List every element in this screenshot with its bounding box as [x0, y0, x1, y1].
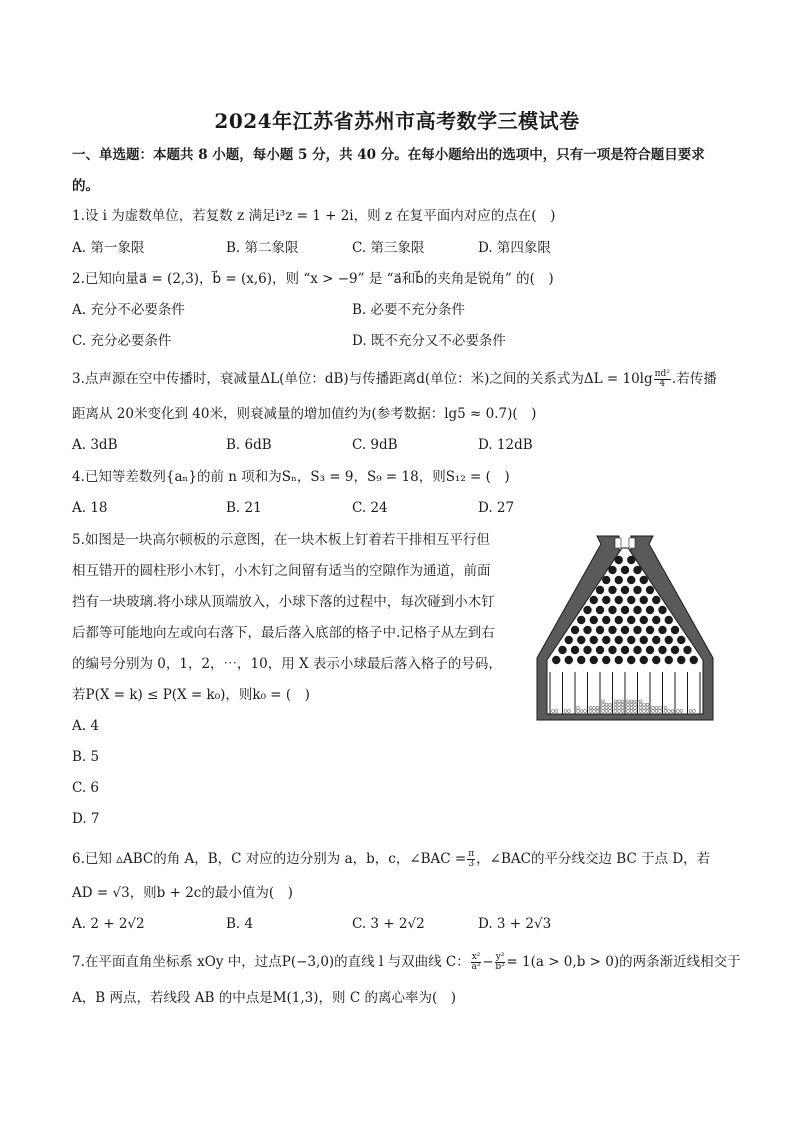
- ball: [693, 710, 696, 713]
- peg: [602, 656, 610, 664]
- peg: [646, 646, 654, 654]
- peg: [640, 656, 648, 664]
- q7-stem-tail: = 1(a > 0,b > 0)的两条渐近线相交于: [506, 954, 741, 970]
- ball: [609, 710, 612, 713]
- peg: [558, 646, 566, 654]
- peg: [602, 616, 610, 624]
- ball: [652, 710, 655, 713]
- q3-option-b: B. 6dB: [226, 437, 272, 453]
- peg: [615, 596, 623, 604]
- peg: [590, 636, 598, 644]
- peg: [640, 596, 648, 604]
- peg: [615, 656, 623, 664]
- q2-option-b: B. 必要不充分条件: [352, 302, 466, 318]
- ball: [614, 700, 617, 703]
- q5-option-b: B. 5: [72, 749, 100, 765]
- q7-fraction-x: [471, 953, 482, 972]
- ball: [577, 706, 580, 709]
- peg: [615, 616, 623, 624]
- peg: [608, 626, 616, 634]
- ball: [643, 703, 646, 706]
- peg: [658, 646, 666, 654]
- ball: [614, 706, 617, 709]
- peg: [590, 616, 598, 624]
- peg: [577, 636, 585, 644]
- q1-option-a: A. 第一象限: [72, 240, 145, 256]
- q1-stem: 1.设 i 为虚数单位，若复数 z 满足i³z = 1 + 2i，则 z 在复平面内对应的点在( ): [72, 208, 556, 224]
- peg: [690, 656, 698, 664]
- galton-board-figure: [527, 530, 723, 722]
- ball: [589, 706, 592, 709]
- peg: [671, 646, 679, 654]
- peg: [602, 636, 610, 644]
- peg: [608, 606, 616, 614]
- peg: [583, 626, 591, 634]
- q5-option-d: D. 7: [72, 811, 100, 827]
- peg: [627, 636, 635, 644]
- q3-option-a: A. 3dB: [72, 437, 118, 453]
- peg: [596, 626, 604, 634]
- q2-option-c: C. 充分必要条件: [72, 333, 172, 349]
- ball: [655, 706, 658, 709]
- ball: [605, 706, 608, 709]
- peg: [652, 616, 660, 624]
- peg: [652, 636, 660, 644]
- ball: [555, 710, 558, 713]
- peg: [621, 646, 629, 654]
- peg: [677, 636, 685, 644]
- peg: [577, 656, 585, 664]
- ball: [609, 703, 612, 706]
- q7-fraction-y: [495, 953, 506, 972]
- peg: [621, 606, 629, 614]
- q3-frac-denominator: 4: [659, 379, 666, 389]
- section-heading-cont: 的。: [72, 178, 99, 194]
- ball: [593, 706, 596, 709]
- peg: [583, 646, 591, 654]
- ball: [577, 710, 580, 713]
- ball: [602, 710, 605, 713]
- peg: [640, 636, 648, 644]
- peg: [627, 616, 635, 624]
- ball: [634, 703, 637, 706]
- q7-frac-y-numerator: y²: [495, 952, 505, 962]
- q5-stem-line5: 的编号分别为 0，1，2，⋯，10，用 X 表示小球最后落入格子的号码，: [72, 656, 502, 672]
- ball: [618, 703, 621, 706]
- peg: [608, 566, 616, 574]
- ball: [689, 710, 692, 713]
- peg: [633, 566, 641, 574]
- ball: [677, 710, 680, 713]
- q2-option-a: A. 充分不必要条件: [72, 302, 185, 318]
- ball: [639, 703, 642, 706]
- ball: [618, 700, 621, 703]
- q6-stem-text: 6.已知 ▵ABC的角 A，B，C 对应的边分别为 a，b，c，∠BAC =: [72, 851, 467, 867]
- q4-option-c: C. 24: [352, 500, 388, 516]
- peg: [608, 646, 616, 654]
- ball: [596, 706, 599, 709]
- q3-fraction: [654, 370, 671, 389]
- peg: [652, 596, 660, 604]
- peg: [596, 606, 604, 614]
- peg: [665, 636, 673, 644]
- q3-option-d: D. 12dB: [478, 437, 533, 453]
- peg: [552, 656, 560, 664]
- peg: [671, 626, 679, 634]
- q6-fraction: [467, 850, 475, 869]
- ball: [659, 706, 662, 709]
- q3-stem-tail: .若传播: [671, 371, 717, 387]
- ball: [602, 703, 605, 706]
- peg: [621, 566, 629, 574]
- ball: [621, 703, 624, 706]
- peg: [646, 626, 654, 634]
- peg: [658, 606, 666, 614]
- ball: [664, 706, 667, 709]
- q7-frac-x-denominator: a²: [471, 962, 481, 972]
- q5-stem-line6: 若P(X = k) ≤ P(X = k₀)，则k₀ = ( ): [72, 687, 310, 703]
- ball: [618, 706, 621, 709]
- peg: [602, 596, 610, 604]
- ball: [596, 710, 599, 713]
- ball: [618, 710, 621, 713]
- q4-option-a: A. 18: [72, 500, 108, 516]
- peg: [633, 626, 641, 634]
- ball: [627, 706, 630, 709]
- q1-option-b: B. 第二象限: [226, 240, 299, 256]
- ball: [614, 703, 617, 706]
- peg: [652, 656, 660, 664]
- ball: [634, 706, 637, 709]
- ball: [580, 710, 583, 713]
- peg: [658, 626, 666, 634]
- q6-stem-line2: AD = √3，则b + 2c的最小值为( ): [72, 885, 293, 901]
- peg: [633, 586, 641, 594]
- q4-option-d: D. 27: [478, 500, 515, 516]
- peg: [596, 646, 604, 654]
- page-title: 2024年江苏省苏州市高考数学三模试卷: [214, 109, 580, 133]
- ball: [621, 700, 624, 703]
- peg: [596, 586, 604, 594]
- peg: [621, 586, 629, 594]
- ball: [643, 710, 646, 713]
- q2-option-d: D. 既不充分又不必要条件: [352, 333, 506, 349]
- ball: [634, 700, 637, 703]
- ball: [643, 706, 646, 709]
- q3-option-c: C. 9dB: [352, 437, 398, 453]
- ball: [568, 710, 571, 713]
- ball: [602, 706, 605, 709]
- peg: [615, 636, 623, 644]
- ball: [646, 706, 649, 709]
- ball: [630, 706, 633, 709]
- peg: [646, 606, 654, 614]
- ball: [627, 700, 630, 703]
- peg: [608, 586, 616, 594]
- ball: [564, 710, 567, 713]
- peg: [583, 606, 591, 614]
- peg: [571, 646, 579, 654]
- peg: [627, 576, 635, 584]
- peg: [602, 576, 610, 584]
- q5-option-a: A. 4: [72, 718, 99, 734]
- ball: [639, 710, 642, 713]
- ball: [634, 710, 637, 713]
- peg: [640, 576, 648, 584]
- ball: [627, 703, 630, 706]
- ball: [646, 710, 649, 713]
- ball: [584, 710, 587, 713]
- ball: [639, 706, 642, 709]
- peg: [621, 626, 629, 634]
- q2-stem: 2.已知向量a⃗ = (2,3)，b⃗ = (x,6)，则 “x > −9” 是 “a⃗和b⃗的夹角是锐角” 的( ): [72, 271, 554, 287]
- peg: [590, 656, 598, 664]
- peg: [565, 636, 573, 644]
- peg: [627, 556, 635, 564]
- q3-stem: [72, 370, 717, 389]
- q6-stem: [72, 850, 710, 869]
- peg: [615, 556, 623, 564]
- ball: [630, 710, 633, 713]
- section-heading: 一、单选题：本题共 8 小题，每小题 5 分，共 40 分。在每小题给出的选项中，只有一项是符合题目要求: [72, 147, 705, 163]
- q7-stem-text: 7.在平面直角坐标系 xOy 中，过点P(−3,0)的直线 l 与双曲线 C：: [72, 954, 470, 970]
- ball: [627, 710, 630, 713]
- peg: [615, 576, 623, 584]
- q5-option-c: C. 6: [72, 780, 100, 796]
- ball: [659, 710, 662, 713]
- ball: [552, 710, 555, 713]
- ball: [589, 710, 592, 713]
- q7-stem-line2: A，B 两点，若线段 AB 的中点是M(1,3)，则 C 的离心率为( ): [72, 990, 456, 1006]
- peg: [633, 606, 641, 614]
- ball: [621, 710, 624, 713]
- peg: [646, 586, 654, 594]
- ball: [664, 710, 667, 713]
- peg: [665, 616, 673, 624]
- ball: [614, 710, 617, 713]
- q7-frac-y-denominator: b²: [495, 962, 505, 972]
- q3-stem-line2: 距离从 20米变化到 40米，则衰减量的增加值约为(参考数据：lg5 ≈ 0.7)( ): [72, 406, 537, 422]
- ball: [646, 703, 649, 706]
- q5-stem-line2: 相互错开的圆柱形小木钉，小木钉之间留有适当的空隙作为通道，前面: [72, 563, 491, 579]
- ball: [602, 700, 605, 703]
- q1-option-d: D. 第四象限: [478, 240, 551, 256]
- peg: [627, 596, 635, 604]
- q7-stem: [72, 953, 741, 972]
- ball: [630, 703, 633, 706]
- ball: [639, 700, 642, 703]
- q4-option-b: B. 21: [226, 500, 262, 516]
- peg: [571, 626, 579, 634]
- q3-stem-text: 3.点声源在空中传播时，衰减量ΔL(单位：dB)与传播距离d(单位：米)之间的关系式为ΔL = 10lg: [72, 371, 653, 387]
- peg: [677, 656, 685, 664]
- q4-stem: 4.已知等差数列{aₙ}的前 n 项和为Sₙ，S₃ = 9，S₉ = 18，则S₁₂ = ( ): [72, 469, 510, 485]
- ball: [655, 710, 658, 713]
- peg: [627, 656, 635, 664]
- ball: [671, 710, 674, 713]
- q1-option-c: C. 第三象限: [352, 240, 425, 256]
- q6-stem-tail: ，∠BAC的平分线交边 BC 于点 D，若: [476, 851, 711, 867]
- ball: [605, 703, 608, 706]
- peg: [633, 646, 641, 654]
- q3-frac-numerator: πd²: [654, 369, 670, 379]
- ball: [630, 700, 633, 703]
- ball: [668, 710, 671, 713]
- q6-option-b: B. 4: [226, 916, 254, 932]
- q7-minus: −: [482, 954, 494, 970]
- q6-option-d: D. 3 + 2√3: [478, 916, 552, 932]
- q6-frac-denominator: 3: [468, 859, 475, 869]
- q6-option-a: A. 2 + 2√2: [72, 916, 145, 932]
- q6-option-c: C. 3 + 2√2: [352, 916, 425, 932]
- ball: [605, 710, 608, 713]
- ball: [621, 706, 624, 709]
- peg: [590, 596, 598, 604]
- ball: [680, 710, 683, 713]
- ball: [609, 706, 612, 709]
- peg: [640, 616, 648, 624]
- q6-frac-numerator: π: [468, 849, 475, 859]
- q5-stem-line3: 挡有一块玻璃.将小球从顶端放入，小球下落的过程中，每次碰到小木钉: [72, 594, 495, 610]
- peg: [683, 646, 691, 654]
- q5-stem-line4: 后都等可能地向左或向右落下，最后落入底部的格子中.记格子从左到右: [72, 625, 495, 641]
- peg: [577, 616, 585, 624]
- q5-stem-line1: 5.如图是一块高尔顿板的示意图，在一块木板上钉着若干排相互平行但: [72, 532, 490, 548]
- q7-frac-x-numerator: x²: [471, 952, 481, 962]
- ball: [652, 706, 655, 709]
- peg: [565, 656, 573, 664]
- ball: [593, 710, 596, 713]
- peg: [665, 656, 673, 664]
